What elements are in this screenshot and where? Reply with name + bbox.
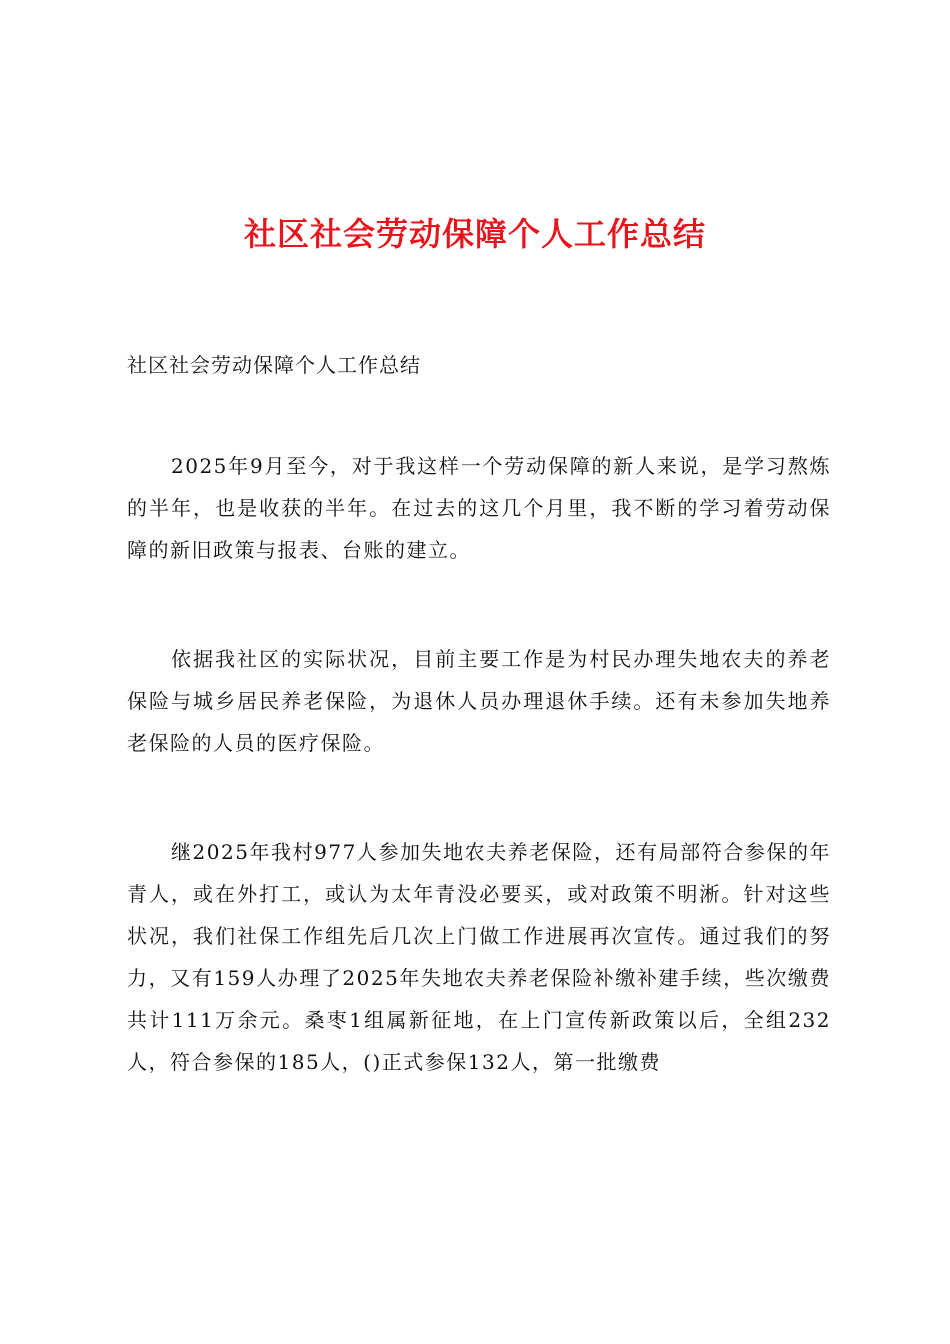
paragraph-2: 依据我社区的实际状况，目前主要工作是为村民办理失地农夫的养老保险与城乡居民养老保险，为退休人员办理退休手续。还有未参加失地养老保险的人员的医疗保险。: [127, 647, 831, 755]
paragraph-1: 2025年9月至今，对于我这样一个劳动保障的新人来说，是学习熬炼的半年，也是收获的半年。在过去的这几个月里，我不断的学习着劳动保障的新旧政策与报表、台账的建立。: [127, 454, 831, 562]
document-title: 社区社会劳动保障个人工作总结: [243, 215, 706, 253]
document-subtitle: 社区社会劳动保障个人工作总结: [127, 353, 421, 377]
paragraph-3: 继2025年我村977人参加失地农夫养老保险，还有局部符合参保的年青人，或在外打工，或认为太年青没必要买，或对政策不明淅。针对这些状况，我们社保工作组先后几次上门做工作进展再次宣传。通过我们的努力，又有159人办理了2025年失地农夫养老保险补缴补建手续，些次缴费共计111万余元。桑枣1组属新征地，在上门宣传新政策以后，全组232人，符合参保的185人，()正式参保132人，第一批缴费: [127, 840, 831, 1074]
